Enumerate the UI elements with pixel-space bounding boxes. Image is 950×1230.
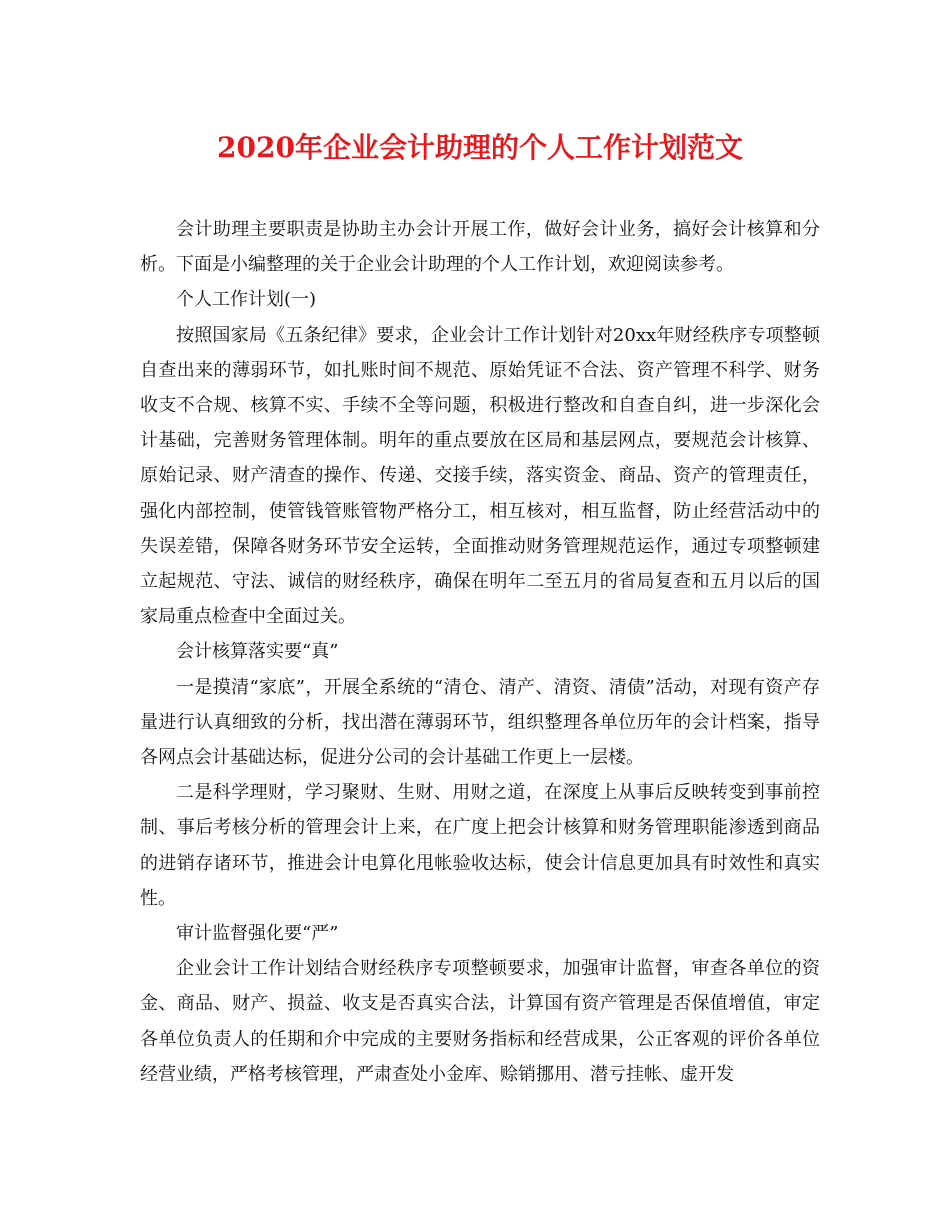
intro-paragraph: 会计助理主要职责是协助主办会计开展工作，做好会计业务，搞好会计核算和分析。下面是小编整理的关于企业会计助理的个人工作计划，欢迎阅读参考。 — [140, 219, 820, 276]
document-page — [140, 128, 820, 1092]
subheading-accounting: 会计核算落实要“真” — [176, 641, 339, 663]
body-paragraph: 按照国家局《五条纪律》要求，企业会计工作计划针对20xx年财经秩序专项整顿自查出来的薄弱环节，如扎账时间不规范、原始凭证不合法、资产管理不科学、财务收支不合规、核算不实、手续不全等问题，积极进行整改和自查自纠，进一步深化会计基础，完善财务管理体制。明年的重点要放在区局和基层网点，要规范会计核算、原始记录、财产清查的操作、传递、交接手续，落实资金、商品、资产的管理责任，强化内部控制，使管钱管账管物严格分工，相互核对，相互监督，防止经营活动中的失误差错，保障各财务环节安全运转，全面推动财务管理规范运作，通过专项整顿建立起规范、守法、诚信的财经秩序，确保在明年二至五月的省局复查和五月以后的国家局重点检查中全面过关。 — [140, 324, 820, 628]
body-paragraph: 企业会计工作计划结合财经秩序专项整顿要求，加强审计监督，审查各单位的资金、商品、财产、损益、收支是否真实合法，计算国有资产管理是否保值增值，审定各单位负责人的任期和介中完成的主要财务指标和经营成果，公正客观的评价各单位经营业绩，严格考核管理，严肃查处小金库、赊销挪用、潜亏挂帐、虚开发 — [140, 958, 820, 1085]
document-title: 2020年企业会计助理的个人工作计划范文 — [217, 131, 743, 164]
section-heading: 个人工作计划(一) — [176, 289, 317, 311]
subheading-audit: 审计监督强化要“严” — [176, 923, 339, 945]
body-paragraph: 二是科学理财，学习聚财、生财、用财之道，在深度上从事后反映转变到事前控制、事后考核分析的管理会计上来，在广度上把会计核算和财务管理职能渗透到商品的进销存诸环节，推进会计电算化甩帐验收达标，使会计信息更加具有时效性和真实性。 — [140, 782, 820, 909]
body-paragraph: 一是摸清“家底”，开展全系统的“清仓、清产、清资、清债”活动，对现有资产存量进行认真细致的分析，找出潜在薄弱环节，组织整理各单位历年的会计档案，指导各网点会计基础达标，促进分公司的会计基础工作更上一层楼。 — [140, 676, 820, 769]
